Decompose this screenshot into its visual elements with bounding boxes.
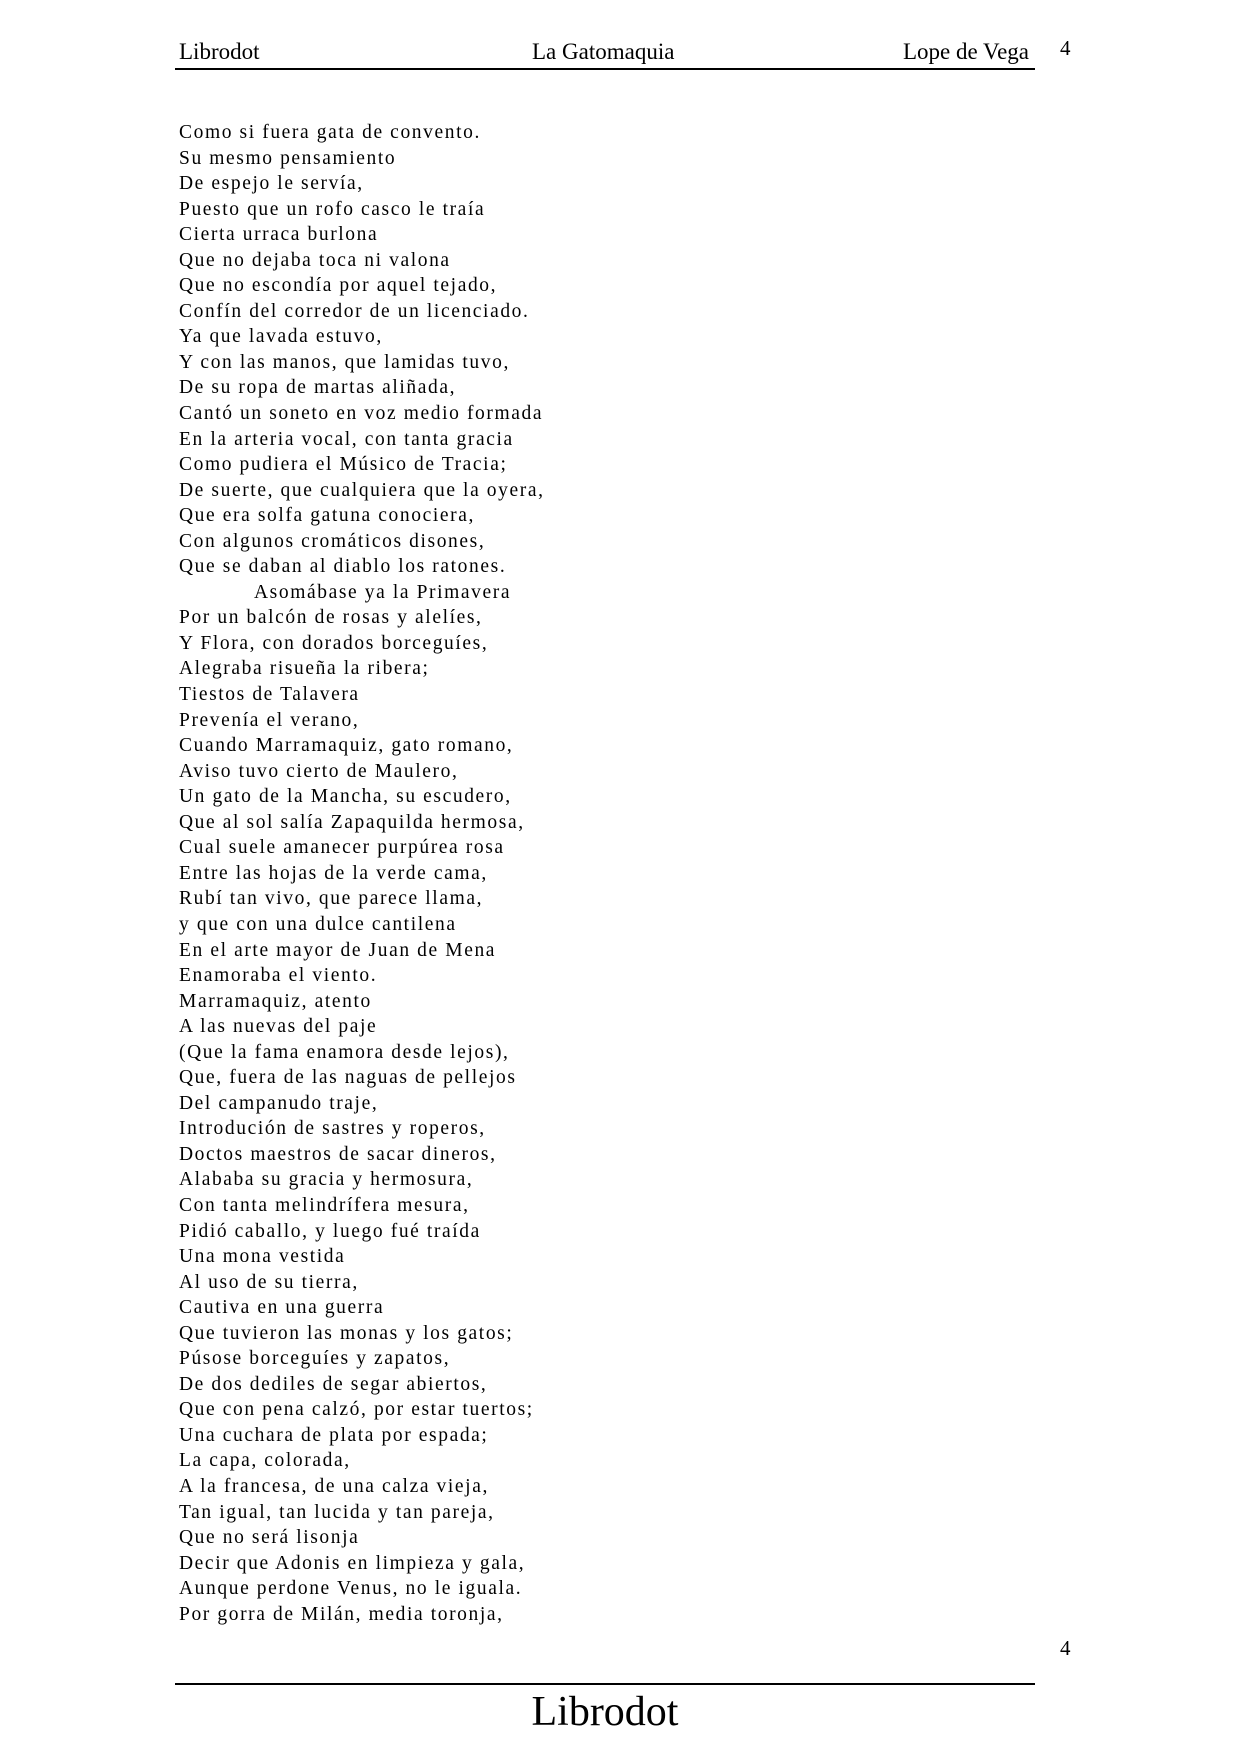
poem-line: Asomábase ya la Primavera (254, 581, 512, 603)
poem-line: Rubí tan vivo, que parece llama, (179, 888, 484, 910)
poem-line: Por un balcón de rosas y alelíes, (179, 607, 483, 629)
poem-text (179, 120, 979, 1627)
poem-line: Entre las hojas de la verde cama, (179, 862, 488, 884)
poem-line: A las nuevas del paje (179, 1016, 378, 1038)
poem-line: A la francesa, de una calza vieja, (179, 1475, 489, 1497)
poem-line: De espejo le servía, (179, 173, 364, 195)
poem-line: Puesto que un rofo casco le traía (179, 198, 486, 220)
poem-line: Cautiva en una guerra (179, 1297, 385, 1319)
poem-line: Que, fuera de las naguas de pellejos (179, 1067, 517, 1089)
poem-line: Marramaquiz, atento (179, 990, 372, 1012)
poem-line: Pidió caballo, y luego fué traída (179, 1220, 481, 1242)
poem-line: Del campanudo traje, (179, 1092, 379, 1114)
poem-line: Un gato de la Mancha, su escudero, (179, 786, 512, 808)
poem-line: Que tuvieron las monas y los gatos; (179, 1322, 514, 1344)
poem-line: De su ropa de martas aliñada, (179, 377, 457, 399)
poem-line: Con algunos cromáticos disones, (179, 530, 486, 552)
poem-line: Que no dejaba toca ni valona (179, 249, 451, 271)
poem-line: Y con las manos, que lamidas tuvo, (179, 351, 510, 373)
poem-line: (Que la fama enamora desde lejos), (179, 1041, 510, 1063)
poem-line: y que con una dulce cantilena (179, 913, 457, 935)
poem-line: Tiestos de Talavera (179, 684, 360, 706)
poem-line: Que no escondía por aquel tejado, (179, 275, 498, 297)
poem-line: Que se daban al diablo los ratones. (179, 556, 507, 578)
poem-line: Doctos maestros de sacar dineros, (179, 1143, 497, 1165)
poem-line: Cierta urraca burlona (179, 224, 379, 246)
poem-line: Una cuchara de plata por espada; (179, 1424, 489, 1446)
poem-line: Alababa su gracia y hermosura, (179, 1169, 474, 1191)
poem-line: Cual suele amanecer purpúrea rosa (179, 837, 505, 859)
poem-line: Cantó un soneto en voz medio formada (179, 403, 544, 425)
poem-line: Alegraba risueña la ribera; (179, 658, 430, 680)
header-page-number: 4 (1060, 36, 1071, 60)
header-author: Lope de Vega (902, 39, 1029, 64)
poem-line: En la arteria vocal, con tanta gracia (179, 428, 514, 450)
poem-line: Una mona vestida (179, 1246, 346, 1268)
poem-line: Por gorra de Milán, media toronja, (179, 1603, 504, 1625)
poem-line: Al uso de su tierra, (179, 1271, 359, 1293)
poem-line: De dos dediles de segar abiertos, (179, 1373, 488, 1395)
poem-line: Como pudiera el Músico de Tracia; (179, 454, 508, 476)
poem-line: Prevenía el verano, (179, 709, 360, 731)
poem-line: Confín del corredor de un licenciado. (179, 300, 530, 322)
footer-divider (175, 1683, 1035, 1685)
poem-line: Púsose borceguíes y zapatos, (179, 1348, 451, 1370)
poem-line: Cuando Marramaquiz, gato romano, (179, 735, 514, 757)
poem-line: Ya que lavada estuvo, (179, 326, 383, 348)
poem-line: Introdución de sastres y roperos, (179, 1118, 486, 1140)
poem-line: Con tanta melindrífera mesura, (179, 1194, 470, 1216)
poem-line: Aunque perdone Venus, no le iguala. (179, 1578, 523, 1600)
poem-line: Y Flora, con dorados borceguíes, (179, 632, 489, 654)
poem-line: Tan igual, tan lucida y tan pareja, (179, 1501, 495, 1523)
poem-line: Aviso tuvo cierto de Maulero, (179, 760, 459, 782)
poem-line: Que al sol salía Zapaquilda hermosa, (179, 811, 525, 833)
poem-line: De suerte, que cualquiera que la oyera, (179, 479, 545, 501)
header-source: Librodot (179, 39, 260, 64)
poem-line: En el arte mayor de Juan de Mena (179, 939, 497, 961)
poem-line: Que con pena calzó, por estar tuertos; (179, 1399, 534, 1421)
page-header (175, 32, 1035, 70)
poem-line: Que no será lisonja (179, 1527, 360, 1549)
poem-line: Enamoraba el viento. (179, 965, 378, 987)
poem-line: Que era solfa gatuna conociera, (179, 505, 475, 527)
poem-line: La capa, colorada, (179, 1450, 351, 1472)
poem-line: Como si fuera gata de convento. (179, 122, 481, 143)
poem-line: Decir que Adonis en limpieza y gala, (179, 1552, 526, 1574)
poem-line: Su mesmo pensamiento (179, 147, 397, 169)
footer-page-number: 4 (1060, 1636, 1071, 1660)
footer-title: Librodot (531, 1689, 679, 1735)
header-title: La Gatomaquia (532, 39, 675, 64)
